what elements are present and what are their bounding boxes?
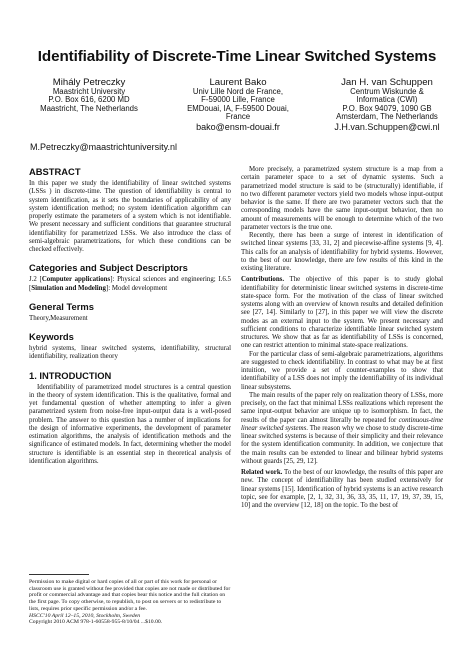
author-affiliation-line: Centrum Wiskunde &: [350, 87, 424, 96]
related-work-paragraph: [241, 469, 443, 510]
permission-text: Permission to make digital or hard copies of all or part of this work for personal or classroom use is granted without fee provided that copies are not made or distributed for profit or commercial advantage and that copies bear this notice and the full citation on the first page. To copy otherwise, to republish, to post on servers or to redistribute to lists, requires prior specific permission and/or a fee.: [29, 579, 231, 612]
keywords-section: [29, 331, 231, 362]
author-affiliation-line: P.O. Box 616, 6200 MD: [48, 95, 130, 105]
footnote-divider: [29, 574, 89, 575]
categories-heading: Categories and Subject Descriptors: [29, 262, 188, 274]
author-name: Mihály Petreczky: [52, 77, 126, 88]
categories-term-2: Simulation and Modeling: [31, 284, 106, 292]
related-work-heading: Related work.: [241, 469, 283, 476]
author-affiliation-line: Informatica (CWI): [356, 95, 418, 105]
body-paragraph: Recently, there has been a surge of interest in identification of switched linear systems [33, 31, 2] and piecewise-affine systems [9, 4]. This calls for an analysis of identifiability for hybrid systems. However, to the best of our knowledge, there are few results of this kind in the existing literature.: [241, 232, 443, 272]
copyright-text: Copyright 2010 ACM 978-1-60558-955-8/10/04 ...$10.00.: [29, 619, 163, 626]
related-work-text: To the best of our knowledge, the results of this paper are new. The concept of identifiability has been studied extensively for linear systems [15]. Identification of hybrid systems is an active research topic, see for example, [2, 1, 32, 31, 36, 33, 35, 11, 17, 19, 37, 39, 15, 10] and the overview [12, 18] on the topic. To the best of: [241, 469, 444, 509]
categories-text-suffix: ]: Model development: [105, 284, 168, 292]
author-email[interactable]: J.H.van.Schuppen@cwi.nl: [334, 121, 440, 132]
general-terms-heading: General Terms: [29, 300, 94, 312]
body-paragraph: For the particular class of semi-algebraic parametrizations, algorithms are suggested to check identifiability. In contrast to what may be at first intuition, we provide a set of counter-examples to show that identifiability of a LSS does not imply the identifiability of its individual linear subsystems.: [241, 350, 443, 391]
contributions-text: The objective of this paper is to study global identifiability for deterministic linear switched systems in discrete-time state-space form. For the motivation of the class of linear switched systems along with an overview of known results and detailed definition see [27, 14]. Similarly to [27], in this paper we will view the discrete modes as an external input to the system. We present necessary and sufficient conditions to characterize identifiable linear switched system structures. We show that as far as identifiability of LSSs is concerned, one can restrict attention to minimal state-space realizations.: [241, 276, 443, 350]
categories-term-1: Computer applications: [41, 276, 111, 284]
right-column: [241, 166, 443, 510]
introduction-text: Identifiability of parametrized model structures is a central question in the theory of system identification. This is the qualitative, formal and yet fundamental question of whether attempting to infer a given parametrized system from noise-free input-output data is a well-posed problem. The answer to this question has a number of implications for the design of informative experiments, the development of parameter estimation algorithms, the analysis of identification methods and the significance of estimated models. In fact, determining whether the model structure is identifiable is an essential step in theoretical analysis of identification algorithms.: [29, 383, 231, 465]
emphasized-text: continuous-time linear switched systems: [241, 416, 443, 432]
venue-text: HSCC'10 April 12–15, 2010, Stockholm, Sweden: [29, 612, 141, 619]
categories-text: [29, 276, 231, 293]
categories-section: [29, 262, 231, 293]
author-1: [30, 77, 148, 113]
abstract-heading: ABSTRACT: [29, 166, 81, 177]
author-affiliation-line: France: [225, 112, 251, 122]
contributions-heading: Contributions.: [241, 276, 285, 284]
author-affiliation-line: Maastricht, The Netherlands: [40, 103, 138, 113]
general-terms-text: Theory,Measurement: [29, 314, 88, 322]
body-paragraph: More precisely, a parametrized system structure is a map from a certain parameter space to a set of dynamic systems. Such a parametrized model structure is said to be (structurally) identifiable, if no two different parameter vectors yield two models whose input-output behavior is the same. If there are two parameter vectors such that the corresponding models have the same input-output behavior, then no amount of measurements will be enough to determine which of the two parameter vectors is the true one.: [241, 166, 443, 231]
author-3: [322, 77, 452, 132]
general-terms-section: [29, 301, 231, 323]
author-affiliation-line: EMDouai, IA, F-59500 Douai,: [187, 103, 289, 113]
author-2: [168, 77, 308, 132]
keywords-text: hybrid systems, linear switched systems, identifiability, structural identifiability, realization theory: [29, 345, 231, 361]
author-affiliation-line: F-59000 Lille, France: [201, 95, 275, 105]
introduction-heading: 1. INTRODUCTION: [29, 369, 112, 381]
categories-text-prefix: J.2 [: [29, 276, 42, 284]
permission-footnote: [29, 574, 231, 626]
abstract-text: In this paper we study the identifiability of linear switched systems (LSSs ) in discrete-time. The question of identifiability is central to system identification, as it sets the boundaries of applicability of any system identification method; no system identification algorithm can properly estimate the parameters of a system which is not identifiable. We present necessary and sufficient conditions that guarantee structural identifiability for parametrized LSSs. We also introduce the class of semi-algebraic parametrizations, for which these conditions can be checked effectively.: [29, 180, 231, 253]
author-name: Laurent Bako: [209, 77, 267, 88]
author-name: Jan H. van Schuppen: [341, 77, 433, 88]
introduction-section: [29, 370, 231, 467]
author-affiliation-line: Maastricht University: [52, 87, 126, 96]
author-affiliation-line: Univ Lille Nord de France,: [192, 87, 284, 96]
body-text: The main results of the paper rely on realization theory of LSSs, more precisely, on the fact that minimal LSSs realizations which represent the same input-output behavior are unique up to isomorphism. In fact, the results of the paper can almost literally be repeated for: [241, 391, 443, 424]
contributions-paragraph: [241, 276, 443, 350]
keywords-heading: Keywords: [29, 331, 74, 342]
abstract-section: [29, 166, 231, 254]
body-paragraph: [241, 392, 443, 466]
author-affiliation-line: Amsterdam, The Netherlands: [336, 112, 438, 122]
categories-text-mid: ]: Physical sciences and engineering; I.6.5 [: [29, 276, 232, 292]
author-affiliation-line: P.O. Box 94079, 1090 GB: [342, 103, 432, 113]
author-email[interactable]: bako@ensm-douai.fr: [196, 121, 280, 132]
first-author-email[interactable]: M.Petreczky@maastrichtuniversity.nl: [30, 142, 178, 152]
body-text: . The reason why we chose to study discrete-time linear switched systems is because of their simplicity and their relevance for the system identification community. In addition, we conjecture that the main results can be extended to linear and bilinear hybrid systems without guards [25, 29, 12].: [241, 424, 443, 465]
left-column: [29, 166, 231, 474]
paper-title: Identifiability of Discrete-Time Linear Switched Systems: [37, 48, 437, 65]
